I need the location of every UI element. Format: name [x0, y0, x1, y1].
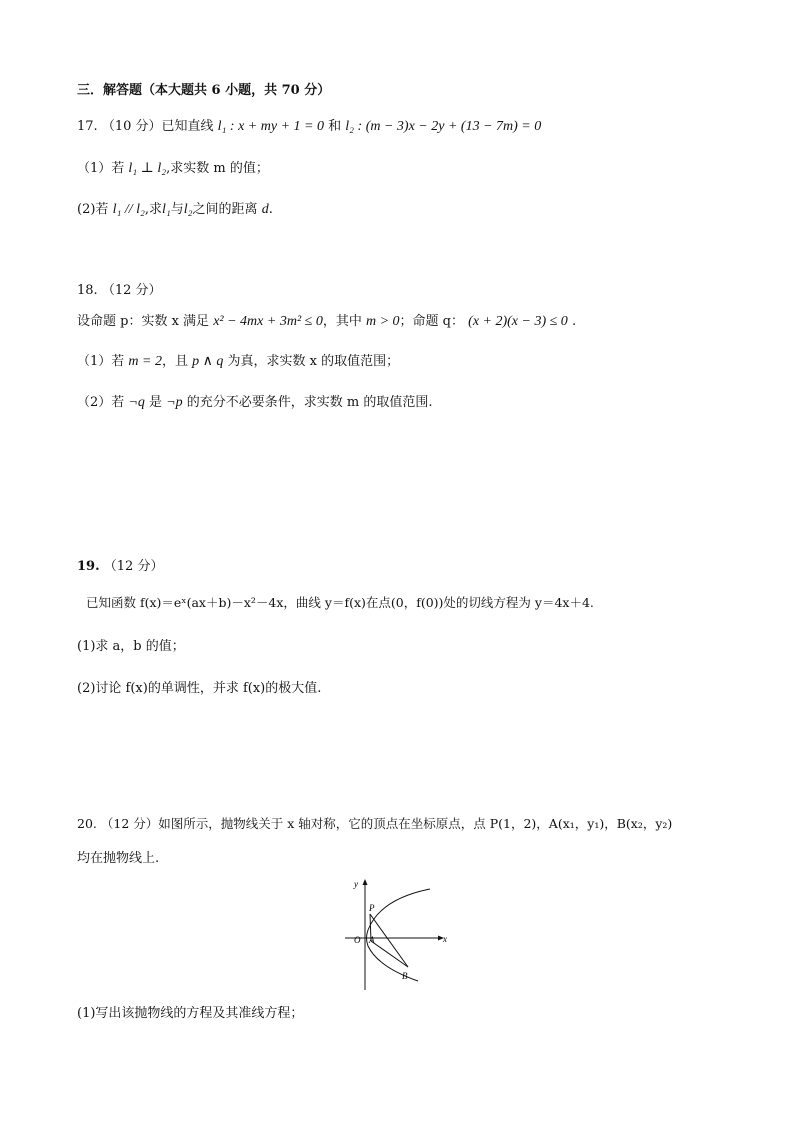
q18-cond-m: m > 0	[365, 314, 400, 329]
q17-part2	[77, 201, 273, 219]
q17-part2-suffix: 之间的距离	[192, 202, 258, 217]
y-label: y	[354, 879, 358, 889]
q20-part1-text: (1)写出该抛物线的方程及其准线方程；	[77, 1006, 304, 1021]
q17-part2-l1: l₁	[162, 202, 171, 217]
q18-part2-c: 的充分不必要条件，求实数 m 的取值范围.	[186, 395, 433, 410]
segment-ab	[371, 941, 408, 967]
a-label: A	[369, 935, 375, 945]
q17-stem	[77, 118, 541, 136]
q19-part1	[77, 638, 185, 656]
q18-stem	[77, 313, 576, 331]
q17-l1-equation: l₁ : x + my + 1 = 0	[217, 119, 324, 134]
p-label: P	[369, 903, 375, 913]
q20-part1	[77, 1005, 303, 1023]
parabola-curve	[367, 889, 431, 981]
q18-part1-a: （1）若	[77, 354, 125, 369]
q17-part1-suffix: ,求实数 m 的值；	[166, 161, 269, 176]
o-label: O	[354, 935, 361, 945]
q18-ineq-q: (x + 2)(x − 3) ≤ 0	[468, 314, 568, 329]
q18-part2	[77, 394, 433, 412]
q18-stem-c: ；命题 q：	[399, 314, 465, 329]
q18-part2-nq: ¬q	[128, 395, 145, 410]
q19-score: （12 分）	[103, 559, 164, 574]
q18-score: （12 分）	[101, 283, 162, 298]
q17-part1	[77, 160, 269, 178]
q17-part2-l2: l₂	[183, 202, 193, 217]
q17-part1-math: l₁ ⊥ l₂	[128, 161, 167, 176]
q17-part2-d: d	[261, 202, 269, 217]
section-title	[77, 82, 330, 100]
q17-part2-mid: ,求	[144, 202, 162, 217]
q17-part2-math: l₁ // l₂	[112, 202, 145, 217]
q18-part1	[77, 353, 399, 371]
q17-score: （10 分）	[101, 119, 162, 134]
q18-part1-m: m = 2	[128, 354, 162, 369]
q18-stem-d: .	[571, 314, 577, 329]
q19-header	[77, 558, 163, 576]
q18-part2-np: ¬p	[166, 395, 183, 410]
q18-header	[77, 282, 162, 300]
q17-part2-with: 与	[170, 202, 184, 217]
q18-number: 18.	[77, 283, 98, 298]
segment-pb	[370, 914, 408, 967]
q18-stem-b: ，其中	[322, 314, 362, 329]
q19-part1-text: (1)求 a，b 的值；	[77, 639, 185, 654]
q17-stem-prefix: 已知直线	[161, 119, 214, 134]
q20-stem-line1	[77, 815, 672, 833]
q17-part1-prefix: （1）若	[77, 161, 125, 176]
q18-part2-b: 是	[149, 395, 163, 410]
x-label: x	[443, 934, 447, 944]
q19-part2-text: (2)讨论 f(x)的单调性，并求 f(x)的极大值.	[77, 681, 322, 696]
q18-stem-a: 设命题 p：实数 x 满足	[77, 314, 210, 329]
q18-part2-a: （2）若	[77, 395, 125, 410]
q19-stem	[86, 594, 594, 612]
q20-number: 20.	[77, 816, 97, 831]
q18-part1-pq: p ∧ q	[192, 354, 224, 369]
q19-number: 19.	[77, 559, 100, 574]
q18-part1-c: 为真，求实数 x 的取值范围；	[227, 354, 400, 369]
q17-and: 和	[328, 119, 342, 134]
q18-part1-b: ，且	[161, 354, 188, 369]
q17-number: 17.	[77, 119, 98, 134]
q20-stem-line2	[77, 850, 159, 868]
q20-stem-b: 均在抛物线上.	[77, 851, 160, 866]
parabola-figure	[340, 875, 460, 995]
q17-l2-equation: l₂ : (m − 3)x − 2y + (13 − 7m) = 0	[345, 119, 542, 134]
q17-part2-end: .	[268, 202, 273, 217]
b-label: B	[402, 971, 408, 981]
section-title-text: 三．解答题（本大题共 6 小题，共 70 分）	[77, 83, 331, 98]
q20-stem-a: （12 分）如图所示，抛物线关于 x 轴对称，它的顶点在坐标原点，点 P(1，2)，A(x₁，y₁)，B(x₂，y₂)	[100, 816, 673, 831]
y-axis-arrow	[363, 879, 368, 885]
q17-part2-prefix: (2)若	[77, 202, 109, 217]
q19-part2	[77, 680, 321, 698]
q18-ineq-p: x² − 4mx + 3m² ≤ 0	[213, 314, 323, 329]
q19-stem-text: 已知函数 f(x)＝eˣ(ax＋b)－x²－4x，曲线 y＝f(x)在点(0，f(0))处的切线方程为 y＝4x＋4.	[86, 595, 594, 610]
